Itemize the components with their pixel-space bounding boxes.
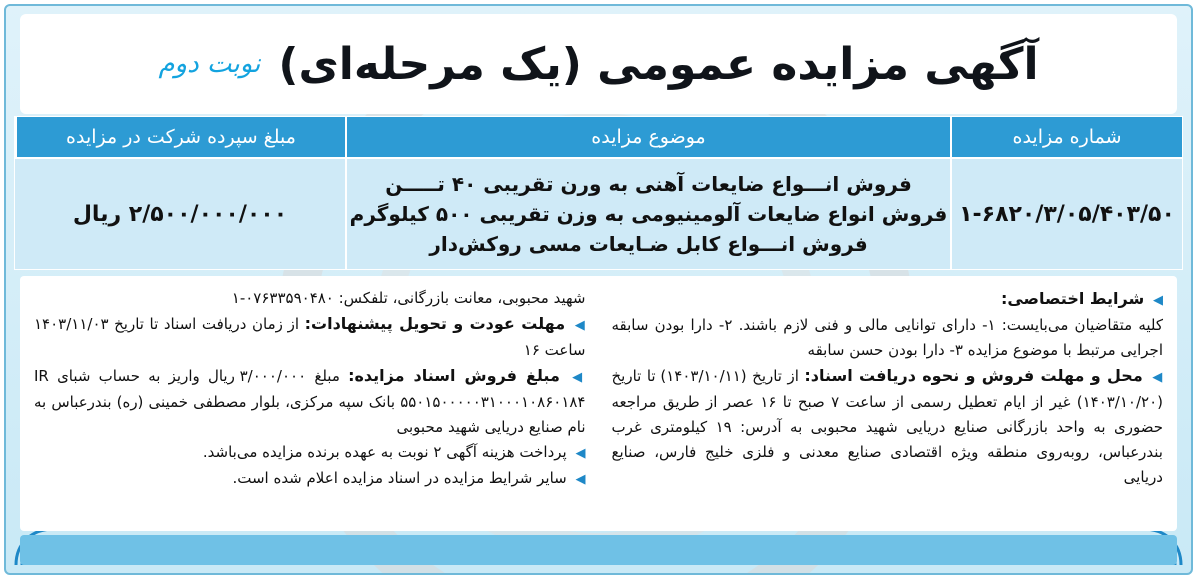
subject-line: فروش انواع ضایعات آلومینیومی به وزن تقریبی ۵۰۰ کیلوگرم — [349, 202, 948, 226]
bullet-arrow-icon: ◀ — [572, 370, 586, 385]
deposit-amount: ۲/۵۰۰/۰۰۰/۰۰۰ ریال — [15, 159, 345, 269]
deadline-text: از زمان دریافت اسناد تا تاریخ ۱۴۰۳/۱۱/۰۳ ساعت ۱۶ — [34, 315, 586, 359]
ad-title: آگهی مزایده عمومی (یک مرحله‌ای) — [278, 38, 1039, 90]
header-deposit: مبلغ سپرده شرکت در مزایده — [15, 117, 345, 159]
left-column — [34, 286, 586, 521]
bullet-arrow-icon: ◀ — [575, 472, 586, 487]
auction-number: ۱-۶۸۲۰/۳/۰۵/۴۰۳/۵۰ — [950, 159, 1182, 269]
header-auction-number: شماره مزایده — [950, 117, 1182, 159]
ad-header — [20, 14, 1177, 114]
subject-line: فروش انـــواع ضایعات آهنی به ورن تقریبی ۴۰ تـــــن — [385, 172, 912, 196]
deadline-title: مهلت عودت و تحویل پیشنهادات: — [304, 314, 566, 333]
fee-title: مبلغ فروش اسناد مزایده: — [348, 366, 560, 385]
special-conditions-title: شرایط اختصاصی: — [1000, 289, 1145, 308]
ad-frame — [4, 4, 1193, 575]
note-other-conditions: سایر شرایط مزایده در اسناد مزایده اعلام شده است. — [232, 469, 567, 487]
address-line: شهید محبوبی، معانت بازرگانی، تلفکس: ۰۷۶۳۳۵۹۰۴۸۰-۱ — [231, 289, 586, 307]
right-column — [612, 286, 1164, 521]
auction-subject — [345, 159, 950, 269]
document-place-text: از تاریخ (۱۴۰۳/۱۰/۱۱) تا تاریخ (۱۴۰۳/۱۰/۲۰) غیر از ایام تعطیل رسمی از ساعت ۷ صبح تا ۱۶ عصر از طریق مراجعه حضوری به واحد بازرگانی صنایع دریایی شهید محبوبی به آدرس: ۱۹ کیلومتری غرب بندرعباس، روبه‌روی منطقه ویژه اقتصادی صنایع معدنی و فلزی خلیج فارس، صنایع دریایی — [611, 367, 1163, 486]
ad-body — [20, 276, 1177, 531]
bullet-arrow-icon: ◀ — [575, 446, 586, 461]
bullet-arrow-icon: ◀ — [1153, 293, 1163, 308]
bullet-arrow-icon: ◀ — [574, 318, 586, 333]
header-auction-subject: موضوع مزایده — [345, 117, 950, 159]
note-ad-cost: پرداخت هزینه آگهی ۲ نوبت به عهده برنده مزایده می‌باشد. — [202, 443, 567, 461]
special-conditions-text: کلیه متقاضیان می‌بایست: ۱- دارای توانایی مالی و فنی لازم باشند. ۲- دارا بودن سابقه اجرایی مرتبط با موضوع مزایده ۳- دارا بودن حسن سابقه — [611, 316, 1163, 359]
subject-line: فروش انـــواع کابل ضـایعات مسی روکش‌دار — [429, 232, 868, 256]
fee-text: مبلغ ۳/۰۰۰/۰۰۰ ریال واریز به حساب شبای IR ۵۵۰۱۵۰۰۰۰۰۳۱۰۰۰۱۰۸۶۰۱۸۴ بانک سپه مرکزی، بلوار مصطفی خمینی (ره) بندرعباس به نام صنایع دریایی شهید محبوبی — [34, 367, 586, 436]
document-place-title: محل و مهلت فروش و نحوه دریافت اسناد: — [804, 366, 1143, 385]
footer-bar — [20, 535, 1177, 565]
bullet-arrow-icon: ◀ — [1152, 370, 1163, 385]
auction-table — [14, 116, 1183, 270]
ad-round: نوبت دوم — [158, 49, 261, 79]
